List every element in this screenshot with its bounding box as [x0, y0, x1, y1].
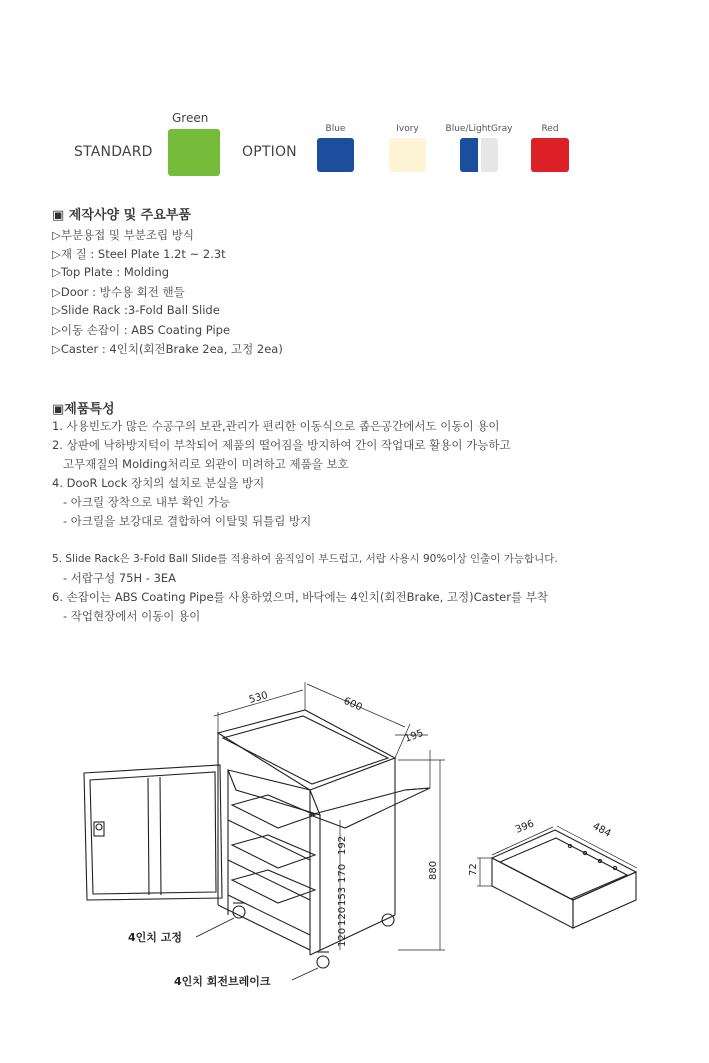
red-color-name: Red	[541, 124, 559, 134]
feature-line: 1. 사용빈도가 많은 수공구의 보관,관리가 편리한 이동식으로 좁은공간에서도 이동이 용이	[52, 419, 500, 433]
green-swatch	[168, 129, 220, 176]
dim-gap: 170	[337, 863, 348, 883]
ivory-color-name: Ivory	[396, 124, 419, 134]
standard-label: STANDARD	[74, 144, 153, 160]
dim-gap: 120	[337, 927, 348, 947]
blue-color-name: Blue	[325, 124, 346, 134]
dim-depth: 600	[341, 695, 364, 714]
blue-lightgray-swatch	[460, 138, 498, 172]
red-swatch	[531, 138, 569, 172]
dim-drawer-height: 72	[468, 863, 479, 876]
feature-line: 6. 손잡이는 ABS Coating Pipe를 사용하였으며, 바닥에는 4인치(회전Brake, 고정)Caster를 부착	[52, 590, 548, 604]
blue-lightgray-color-name: Blue/LightGray	[445, 124, 513, 134]
spec-item: ▷부분용접 및 부분조립 방식	[52, 228, 195, 242]
dim-width: 530	[247, 690, 270, 706]
spec-item: ▷이동 손잡이 : ABS Coating Pipe	[52, 323, 231, 337]
spec-item: ▷Top Plate : Molding	[52, 265, 170, 279]
green-color-name: Green	[172, 111, 209, 125]
specs-title: ▣ 제작사양 및 주요부품	[52, 208, 191, 223]
brake-caster-caption: 4인치 회전브레이크	[174, 975, 271, 988]
feature-line: 5. Slide Rack은 3-Fold Ball Slide를 적용하여 움직임이 부드럽고, 서랍 사용시 90%이상 인출이 가능합니다.	[52, 553, 558, 565]
dim-handle: 195	[403, 727, 425, 745]
blue-swatch	[317, 138, 354, 172]
feature-line: - 작업현장에서 이동이 용이	[52, 609, 201, 623]
feature-line: - 아크릴을 보강대로 결합하여 이탈및 뒤틀림 방지	[52, 514, 312, 528]
dim-height: 880	[428, 860, 439, 880]
feature-line: 고무재질의 Molding처리로 외관이 미려하고 제품을 보호	[52, 457, 349, 471]
feature-line: - 서랍구성 75H - 3EA	[52, 571, 177, 585]
dim-gap: 192	[337, 835, 348, 855]
option-label: OPTION	[242, 144, 297, 160]
cabinet-technical-drawing	[0, 660, 709, 1063]
spec-item: ▷재 질 : Steel Plate 1.2t ~ 2.3t	[52, 247, 226, 261]
feature-line: 2. 상판에 낙하방지턱이 부착되어 제품의 떨어짐을 방지하여 간이 작업대로 활용이 가능하고	[52, 438, 511, 452]
dim-gap: 120	[337, 906, 348, 926]
fixed-caster-caption: 4인치 고정	[128, 931, 182, 944]
spec-item: ▷Slide Rack :3-Fold Ball Slide	[52, 303, 220, 317]
features-title: ▣제품특성	[52, 402, 115, 417]
feature-line: - 아크릴 장착으로 내부 확인 가능	[52, 495, 230, 509]
ivory-swatch	[389, 138, 426, 172]
spec-item: ▷Caster : 4인치(회전Brake 2ea, 고정 2ea)	[52, 342, 283, 356]
dim-drawer-width: 396	[514, 818, 536, 836]
feature-line: 4. DooR Lock 장치의 설치로 분실을 방지	[52, 476, 265, 490]
dim-gap: 153	[337, 886, 348, 906]
dim-drawer-depth: 484	[590, 820, 613, 840]
spec-item: ▷Door : 방수용 회전 핸들	[52, 285, 185, 299]
